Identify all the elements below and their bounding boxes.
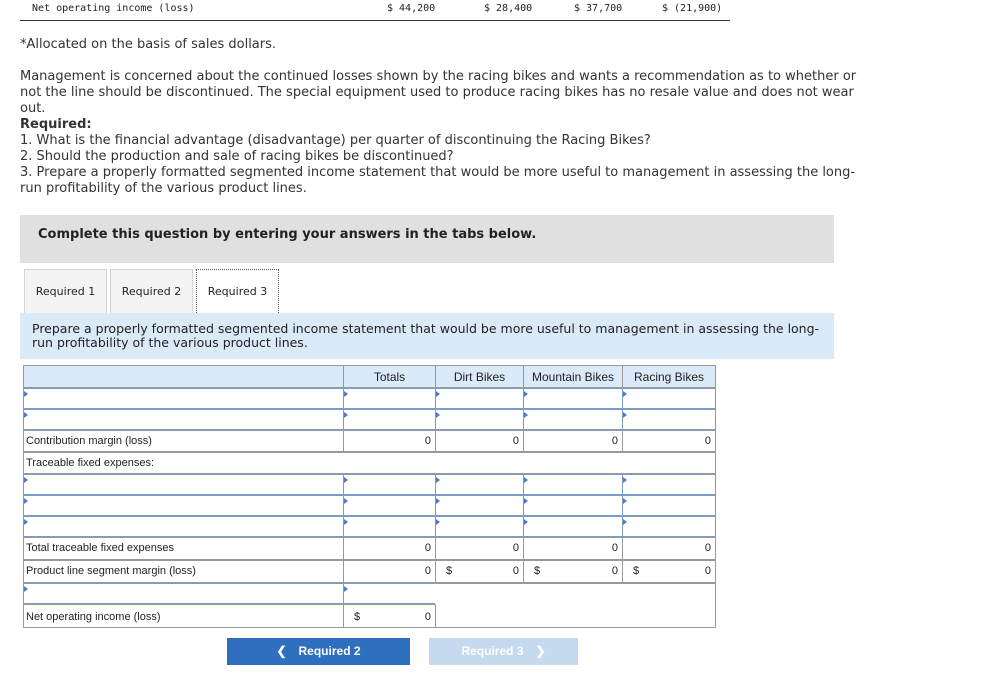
row5-mountain-input[interactable] bbox=[523, 516, 623, 537]
row5-dirt-input[interactable] bbox=[435, 516, 524, 537]
row5-label-input[interactable] bbox=[23, 516, 344, 537]
header-blank bbox=[23, 365, 344, 388]
row4-racing-input[interactable] bbox=[622, 495, 716, 516]
total-traceable-totals: 0 bbox=[343, 537, 436, 560]
prev-required-2-button[interactable] bbox=[227, 638, 410, 665]
instruction-text: Complete this question by entering your answers in the tabs below. bbox=[38, 227, 537, 242]
net-operating-totals-value: 0 bbox=[424, 611, 431, 623]
row2-totals-input[interactable] bbox=[343, 409, 436, 430]
row1-dirt-input[interactable] bbox=[435, 388, 524, 409]
segment-margin-dirt bbox=[435, 560, 524, 583]
chevron-right-icon: ❯ bbox=[535, 644, 546, 658]
segment-margin-totals: 0 bbox=[343, 560, 436, 583]
row6-totals-input[interactable] bbox=[343, 583, 436, 604]
row3-totals-input[interactable] bbox=[343, 474, 436, 495]
contribution-margin-label: Contribution margin (loss) bbox=[23, 430, 344, 452]
segment-margin-mountain-value: 0 bbox=[611, 565, 618, 577]
row4-mountain-input[interactable] bbox=[523, 495, 623, 516]
contribution-margin-totals: 0 bbox=[343, 430, 436, 452]
header-totals: Totals bbox=[343, 365, 436, 388]
top-net-operating-row bbox=[20, 0, 730, 21]
next-button-label: Required 3 bbox=[461, 644, 524, 658]
row5-racing-input[interactable] bbox=[622, 516, 716, 537]
segment-margin-racing bbox=[622, 560, 716, 583]
top-row-racing: $ (21,900) bbox=[662, 3, 723, 14]
row2-mountain-input[interactable] bbox=[523, 409, 623, 430]
row3-dirt-input[interactable] bbox=[435, 474, 524, 495]
instruction-box bbox=[20, 215, 834, 263]
row6-label-input[interactable] bbox=[23, 583, 344, 604]
top-row-dirt: $ 28,400 bbox=[484, 3, 533, 14]
dollar-sign: $ bbox=[354, 611, 361, 623]
required-q1: 1. What is the financial advantage (disadvantage) per quarter of discontinuing the Racing Bikes? bbox=[20, 133, 651, 148]
row2-dirt-input[interactable] bbox=[435, 409, 524, 430]
top-row-label: Net operating income (loss) bbox=[32, 3, 195, 14]
header-racing-bikes: Racing Bikes bbox=[622, 365, 716, 388]
tab-required-1[interactable]: Required 1 bbox=[24, 269, 107, 313]
header-dirt-bikes: Dirt Bikes bbox=[435, 365, 524, 388]
row2-label-input[interactable] bbox=[23, 409, 344, 430]
row4-label-input[interactable] bbox=[23, 495, 344, 516]
row3-racing-input[interactable] bbox=[622, 474, 716, 495]
row4-dirt-input[interactable] bbox=[435, 495, 524, 516]
chevron-left-icon: ❮ bbox=[276, 644, 287, 658]
row1-racing-input[interactable] bbox=[622, 388, 716, 409]
contribution-margin-mountain: 0 bbox=[523, 430, 623, 452]
net-operating-label: Net operating income (loss) bbox=[23, 604, 344, 628]
contribution-margin-dirt: 0 bbox=[435, 430, 524, 452]
dollar-sign: $ bbox=[446, 565, 453, 577]
prev-button-label: Required 2 bbox=[298, 644, 361, 658]
header-mountain-bikes: Mountain Bikes bbox=[523, 365, 623, 388]
row1-totals-input[interactable] bbox=[343, 388, 436, 409]
traceable-fixed-label: Traceable fixed expenses: bbox=[23, 452, 344, 474]
tab-required-2[interactable]: Required 2 bbox=[110, 269, 193, 313]
traceable-fixed-blank bbox=[343, 452, 716, 474]
top-row-totals: $ 44,200 bbox=[387, 3, 436, 14]
top-row-mountain: $ 37,700 bbox=[574, 3, 623, 14]
net-operating-blank bbox=[435, 583, 716, 628]
segment-margin-label: Product line segment margin (loss) bbox=[23, 560, 344, 583]
segment-margin-dirt-value: 0 bbox=[512, 565, 519, 577]
segment-margin-mountain bbox=[523, 560, 623, 583]
row5-totals-input[interactable] bbox=[343, 516, 436, 537]
problem-description: Management is concerned about the continued losses shown by the racing bikes and wants a recommendation as to whether or not the line should be discontinued. The special equipment used to produce racing bikes has no resale value and does not wear out. bbox=[20, 69, 857, 116]
row2-racing-input[interactable] bbox=[622, 409, 716, 430]
total-traceable-mountain: 0 bbox=[523, 537, 623, 560]
total-traceable-dirt: 0 bbox=[435, 537, 524, 560]
total-traceable-label: Total traceable fixed expenses bbox=[23, 537, 344, 560]
required-heading: Required: bbox=[20, 117, 92, 132]
next-required-3-button[interactable] bbox=[429, 638, 578, 665]
tab-required-3[interactable]: Required 3 bbox=[196, 269, 279, 313]
row3-mountain-input[interactable] bbox=[523, 474, 623, 495]
contribution-margin-racing: 0 bbox=[622, 430, 716, 452]
total-traceable-racing: 0 bbox=[622, 537, 716, 560]
row1-mountain-input[interactable] bbox=[523, 388, 623, 409]
tab-prompt: Prepare a properly formatted segmented income statement that would be more useful to management in assessing the long-run profitability of the various product lines. bbox=[20, 313, 834, 359]
net-operating-totals bbox=[343, 604, 436, 628]
required-q2: 2. Should the production and sale of racing bikes be discontinued? bbox=[20, 149, 454, 164]
segment-margin-racing-value: 0 bbox=[704, 565, 711, 577]
dollar-sign: $ bbox=[633, 565, 640, 577]
footnote: *Allocated on the basis of sales dollars. bbox=[20, 37, 277, 52]
row4-totals-input[interactable] bbox=[343, 495, 436, 516]
row1-label-input[interactable] bbox=[23, 388, 344, 409]
dollar-sign: $ bbox=[534, 565, 541, 577]
required-q3: 3. Prepare a properly formatted segmented income statement that would be more useful to management in assessing the long-run profitability of the various product lines. bbox=[20, 165, 856, 196]
row3-label-input[interactable] bbox=[23, 474, 344, 495]
